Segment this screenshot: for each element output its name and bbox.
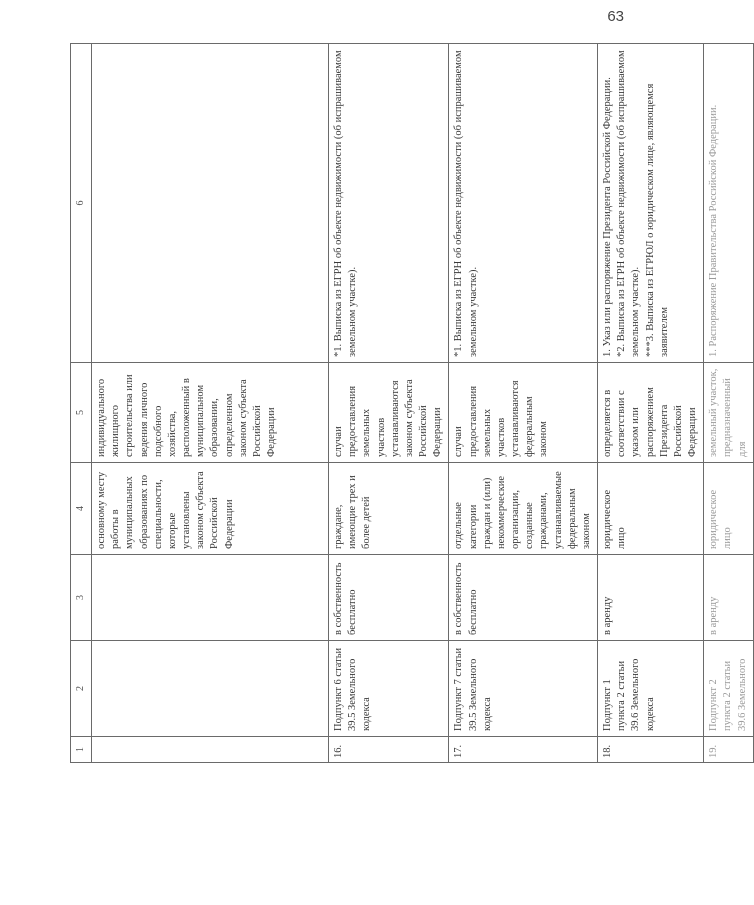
legal-basis: Подпункт 2 пункта 2 статьи 39.6 Земельного xyxy=(704,641,754,737)
table-row xyxy=(92,44,329,763)
page-number: 63 xyxy=(607,8,624,25)
right-type: в собственность бесплатно xyxy=(329,555,449,641)
applicant: граждане, имеющие трех и более детей xyxy=(329,463,449,555)
documents: *1. Выписка из ЕГРН об объекте недвижимости (об испрашиваемом земельном участке). xyxy=(449,44,598,363)
col-header: 2 xyxy=(71,641,92,737)
legal-basis: Подпункт 1 пункта 2 статьи 39.6 Земельного кодекса xyxy=(598,641,704,737)
plot-case: земельный участок, предназначенный для xyxy=(704,363,754,463)
row-number: 17. xyxy=(449,737,598,763)
row-number xyxy=(92,737,329,763)
documents xyxy=(598,44,704,363)
plot-case: определяется в соответствии с указом или распоряжением Президента Российской Федерации xyxy=(598,363,704,463)
plot-case: случаи предоставления земельных участков устанавливаются законом субъекта Российской Федерации xyxy=(329,363,449,463)
table-row xyxy=(329,44,449,763)
row-number: 18. xyxy=(598,737,704,763)
col-header: 3 xyxy=(71,555,92,641)
table-row xyxy=(598,44,704,763)
document-line: ***3. Выписка из ЕГРЮЛ о юридическом лице, являющемся заявителем xyxy=(644,83,670,357)
applicant: основному месту работы в муниципальных образованиях по специальности, которые установлены законом субъекта Российской Федерации xyxy=(92,463,329,555)
document-line: *2. Выписка из ЕГРН об объекте недвижимости (об испрашиваемом земельном участке). xyxy=(616,50,642,357)
row-number: 16. xyxy=(329,737,449,763)
right-type: в аренду xyxy=(598,555,704,641)
right-type xyxy=(92,555,329,641)
document-line: 1. Указ или распоряжение Президента Российской Федерации. xyxy=(602,77,614,357)
applicant: отдельные категории граждан и (или) некоммерческие организации, созданные гражданами, устанавливаемые федеральным законом xyxy=(449,463,598,555)
col-header: 6 xyxy=(71,44,92,363)
documents: *1. Выписка из ЕГРН об объекте недвижимости (об испрашиваемом земельном участке). xyxy=(329,44,449,363)
plot-case: случаи предоставления земельных участков устанавливаются федеральным законом xyxy=(449,363,598,463)
applicant: юридическое лицо xyxy=(598,463,704,555)
right-type: в собственность бесплатно xyxy=(449,555,598,641)
documents xyxy=(92,44,329,363)
documents: 1. Распоряжение Правительства Российской Федерации. xyxy=(704,44,754,363)
applicant: юридическое лицо xyxy=(704,463,754,555)
table-row xyxy=(704,44,754,763)
right-type: в аренду xyxy=(704,555,754,641)
land-plot-table xyxy=(70,43,754,763)
plot-case: индивидуального жилищного строительства или ведения личного подсобного хозяйства, расположенный в муниципальном образовании, определенном законом субъекта Российской Федерации xyxy=(92,363,329,463)
table-row xyxy=(449,44,598,763)
rotated-table-wrapper xyxy=(70,43,748,763)
row-number: 19. xyxy=(704,737,754,763)
col-header: 5 xyxy=(71,363,92,463)
header-row xyxy=(71,44,92,763)
col-header: 4 xyxy=(71,463,92,555)
legal-basis xyxy=(92,641,329,737)
col-header: 1 xyxy=(71,737,92,763)
legal-basis: Подпункт 6 статьи 39.5 Земельного кодекса xyxy=(329,641,449,737)
legal-basis: Подпункт 7 статьи 39.5 Земельного кодекса xyxy=(449,641,598,737)
